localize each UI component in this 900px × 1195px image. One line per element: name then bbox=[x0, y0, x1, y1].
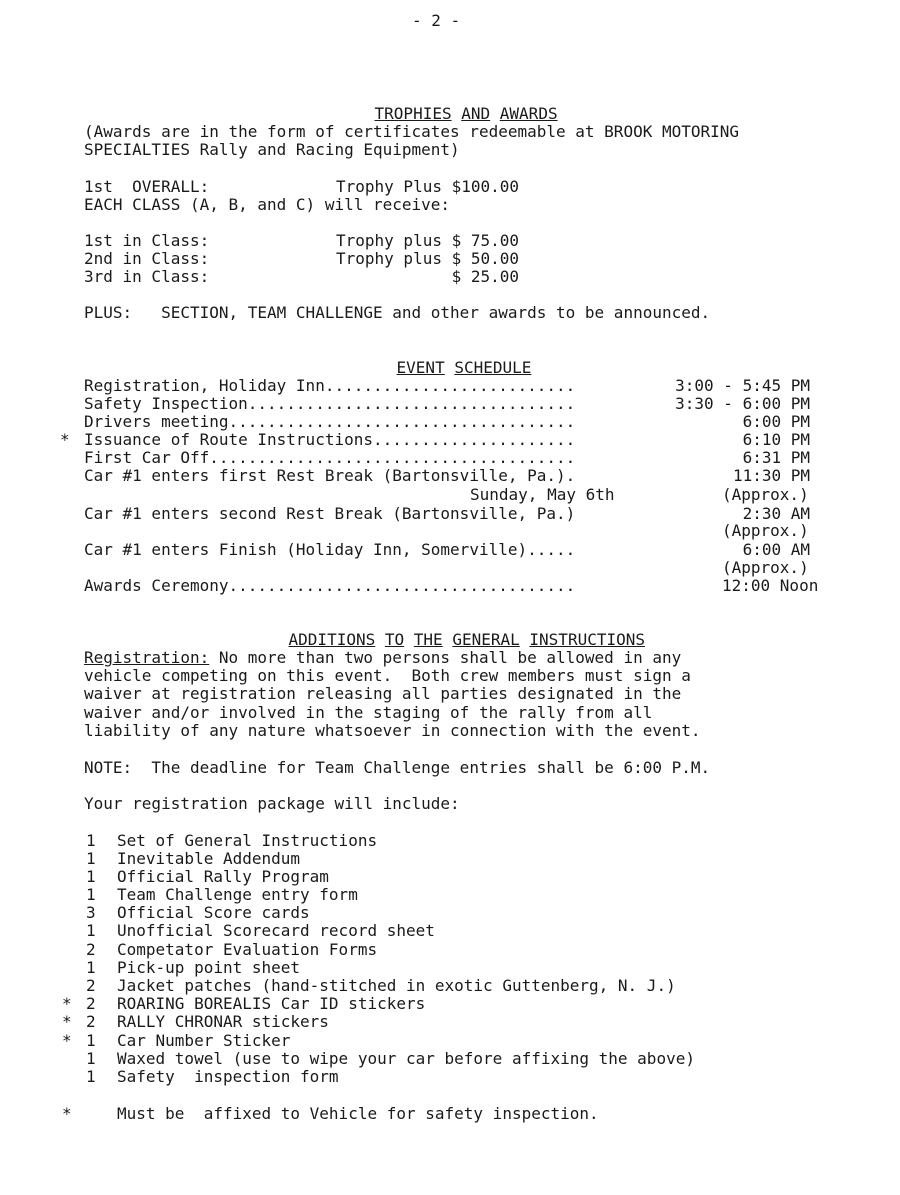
schedule-row-label: Awards Ceremony.................................... bbox=[84, 576, 576, 595]
package-qty: 1 bbox=[86, 921, 96, 940]
heading-word: SCHEDULE bbox=[454, 358, 532, 377]
package-qty: 3 bbox=[86, 903, 96, 922]
registration-paragraph-line: liability of any nature whatsoever in connection with the event. bbox=[84, 721, 701, 740]
package-qty: 1 bbox=[86, 1049, 96, 1068]
package-item: Team Challenge entry form bbox=[117, 885, 358, 904]
awards-intro-line: SPECIALTIES Rally and Racing Equipment) bbox=[84, 140, 460, 159]
heading-word: TO bbox=[384, 630, 405, 649]
schedule-row-label: Safety Inspection.................................. bbox=[84, 394, 576, 413]
asterisk-marker: * bbox=[62, 994, 72, 1013]
schedule-row-time: 3:00 - 5:45 PM bbox=[675, 376, 810, 395]
schedule-row-time: 11:30 PM bbox=[732, 466, 810, 485]
package-qty: 1 bbox=[86, 958, 96, 977]
schedule-row-time: 6:10 PM bbox=[742, 430, 810, 449]
registration-paragraph-line: vehicle competing on this event. Both crew members must sign a bbox=[84, 666, 691, 685]
package-item: Official Score cards bbox=[117, 903, 310, 922]
registration-text: No more than two persons shall be allowed in any bbox=[209, 648, 682, 667]
package-qty: 2 bbox=[86, 976, 96, 995]
package-item: Pick-up point sheet bbox=[117, 958, 301, 977]
plus-awards-line: PLUS: SECTION, TEAM CHALLENGE and other awards to be announced. bbox=[84, 303, 711, 322]
package-qty: 1 bbox=[86, 1031, 96, 1050]
heading-word: AWARDS bbox=[499, 104, 558, 123]
schedule-row-label: Drivers meeting.................................... bbox=[84, 412, 576, 431]
package-qty: 1 bbox=[86, 867, 96, 886]
each-class-line: EACH CLASS (A, B, and C) will receive: bbox=[84, 195, 451, 214]
asterisk-marker: * bbox=[60, 430, 70, 449]
package-qty: 2 bbox=[86, 994, 96, 1013]
package-qty: 2 bbox=[86, 940, 96, 959]
asterisk-marker: * bbox=[62, 1012, 72, 1031]
schedule-row-time: 6:00 AM bbox=[742, 540, 810, 559]
note-line: NOTE: The deadline for Team Challenge entries shall be 6:00 P.M. bbox=[84, 758, 711, 777]
class-award-label: 2nd in Class: bbox=[84, 249, 210, 268]
heading-word: EVENT bbox=[396, 358, 445, 377]
asterisk-marker: * bbox=[62, 1031, 72, 1050]
registration-label: Registration: bbox=[84, 648, 210, 667]
awards-intro-line: (Awards are in the form of certificates redeemable at BROOK MOTORING bbox=[84, 122, 740, 141]
heading-word: AND bbox=[461, 104, 491, 123]
schedule-row-label: Registration, Holiday Inn.......................... bbox=[84, 376, 576, 395]
package-item: Waxed towel (use to wipe your car before affixing the above) bbox=[117, 1049, 695, 1068]
heading-word: THE bbox=[413, 630, 443, 649]
package-item: Inevitable Addendum bbox=[117, 849, 301, 868]
class-award-label: 1st in Class: bbox=[84, 231, 210, 250]
package-intro: Your registration package will include: bbox=[84, 794, 460, 813]
class-award-label: 3rd in Class: bbox=[84, 267, 210, 286]
package-item: Set of General Instructions bbox=[117, 831, 378, 850]
overall-value: Trophy Plus $100.00 bbox=[336, 177, 520, 196]
footnote-text: Must be affixed to Vehicle for safety inspection. bbox=[117, 1104, 599, 1123]
registration-paragraph-line: waiver and/or involved in the staging of the rally from all bbox=[84, 703, 653, 722]
schedule-row-time: 12:00 Noon bbox=[722, 576, 819, 595]
package-qty: 1 bbox=[86, 1067, 96, 1086]
schedule-row-label: Car #1 enters first Rest Break (Bartonsville, Pa.). bbox=[84, 466, 576, 485]
class-award-value: Trophy plus $ 75.00 bbox=[336, 231, 520, 250]
package-item: Unofficial Scorecard record sheet bbox=[117, 921, 435, 940]
package-qty: 1 bbox=[86, 885, 96, 904]
schedule-row-time: 6:31 PM bbox=[742, 448, 810, 467]
schedule-row-label: Sunday, May 6th bbox=[470, 485, 615, 504]
package-item: RALLY CHRONAR stickers bbox=[117, 1012, 329, 1031]
schedule-row-time: 6:00 PM bbox=[742, 412, 810, 431]
registration-paragraph-line bbox=[84, 649, 681, 667]
schedule-row-time: 2:30 AM bbox=[742, 504, 810, 523]
schedule-row-label: Issuance of Route Instructions..................... bbox=[84, 430, 576, 449]
schedule-row-time: (Approx.) bbox=[722, 558, 809, 577]
package-item: Competator Evaluation Forms bbox=[117, 940, 378, 959]
package-qty: 1 bbox=[86, 831, 96, 850]
heading-word: ADDITIONS bbox=[288, 630, 376, 649]
schedule-row-time: (Approx.) bbox=[722, 521, 809, 540]
heading-word: GENERAL bbox=[452, 630, 520, 649]
heading-word: INSTRUCTIONS bbox=[529, 630, 645, 649]
package-item: ROARING BOREALIS Car ID stickers bbox=[117, 994, 426, 1013]
package-item: Safety inspection form bbox=[117, 1067, 339, 1086]
class-award-value: Trophy plus $ 50.00 bbox=[336, 249, 520, 268]
package-item: Car Number Sticker bbox=[117, 1031, 291, 1050]
package-item: Jacket patches (hand-stitched in exotic Guttenberg, N. J.) bbox=[117, 976, 676, 995]
package-qty: 1 bbox=[86, 849, 96, 868]
schedule-row-time: 3:30 - 6:00 PM bbox=[675, 394, 810, 413]
schedule-row-time: (Approx.) bbox=[722, 485, 809, 504]
schedule-row-label: First Car Off...................................... bbox=[84, 448, 576, 467]
package-item: Official Rally Program bbox=[117, 867, 329, 886]
heading-word: TROPHIES bbox=[374, 104, 452, 123]
package-qty: 2 bbox=[86, 1012, 96, 1031]
schedule-row-label: Car #1 enters Finish (Holiday Inn, Somerville)..... bbox=[84, 540, 576, 559]
registration-paragraph-line: waiver at registration releasing all parties designated in the bbox=[84, 684, 682, 703]
page-number: - 2 - bbox=[412, 11, 461, 30]
footnote-asterisk: * bbox=[62, 1104, 72, 1123]
schedule-row-label: Car #1 enters second Rest Break (Bartonsville, Pa.) bbox=[84, 504, 576, 523]
class-award-value: $ 25.00 bbox=[336, 267, 520, 286]
overall-label: 1st OVERALL: bbox=[84, 177, 210, 196]
